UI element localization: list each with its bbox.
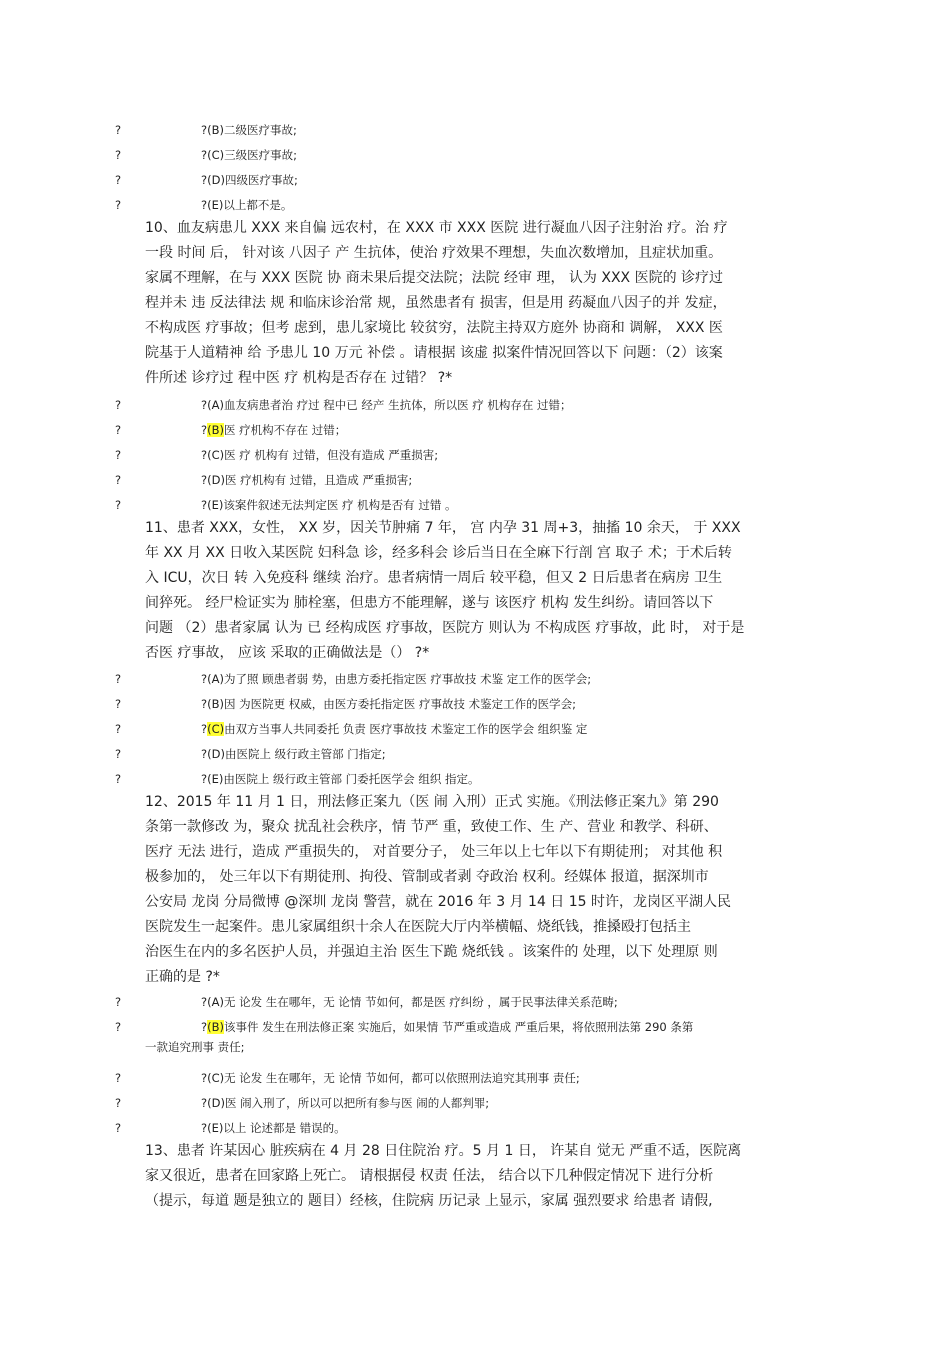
bullet-marker: ? (115, 123, 122, 137)
question-line: 家又很近，患者在回家路上死亡。 请根据侵 权责 任法， 结合以下几种假定情况下 进行分析 (145, 1168, 714, 1184)
option-text: ?(B)医 疗机构不存在 过错； (201, 423, 347, 437)
option-text: ?(E)以上 论述都是 错误的。 (201, 1121, 346, 1135)
option-text: ?(A)为了照 顾患者弱 势，由患方委托指定医 疗事故技 术鉴 定工作的医学会; (201, 672, 592, 686)
option-text: ?(A)血友病患者治 疗过 程中已 经产 生抗体，所以医 疗 机构存在 过错； (201, 398, 572, 412)
option-text: ?(E)由医院上 级行政主管部 门委托医学会 组织 指定。 (201, 772, 480, 786)
option-text: ?(A)无 论发 生在哪年，无 论情 节如何，都是医 疗纠纷 ，属于民事法律关系范畴; (201, 995, 618, 1009)
option-row (0, 1068, 950, 1088)
bullet-marker: ? (115, 1020, 122, 1034)
question-line: 程并未 违 反法律法 规 和临床诊治常 规，虽然患者有 损害，但是用 药凝血八因子的并 发症， (145, 295, 727, 311)
question-line: 13、患者 许某因心 脏疾病在 4 月 28 日住院治 疗。5 月 1 日， 许某自 觉无 严重不适，医院离 (145, 1143, 742, 1159)
question-line: 11、患者 XXX，女性， XX 岁，因关节肿痛 7 年， 宫 内孕 31 周+3，抽搐 10 余天， 于 XXX (145, 520, 741, 536)
option-text: ?(D)由医院上 级行政主管部 门指定; (201, 747, 386, 761)
answer-highlight: (C) (207, 722, 225, 736)
option-text: ?(B)该事件 发生在刑法修正案 实施后，如果情 节严重或造成 严重后果，将依照刑法第 290 条第 (201, 1020, 694, 1034)
option-row (0, 1017, 950, 1057)
question-line: 治医生在内的多名医护人员，并强迫主治 医生下跪 烧纸钱 。该案件的 处理，以下 处理原 则 (145, 944, 718, 960)
question-line: 不构成医 疗事故；但考 虑到，患儿家境比 较贫穷，法院主持双方庭外 协商和 调解， XXX 医 (145, 320, 723, 336)
option-text: ?(B)二级医疗事故; (201, 123, 297, 137)
question-line: 院基于人道精神 给 予患儿 10 万元 补偿 。请根据 该虚 拟案件情况回答以下 问题：（2）该案 (145, 345, 723, 361)
option-row (0, 719, 950, 739)
option-row (0, 445, 950, 465)
bullet-marker: ? (115, 722, 122, 736)
bullet-marker: ? (115, 198, 122, 212)
bullet-marker: ? (115, 398, 122, 412)
option-text: ?(B)因 为医院更 权威，由医方委托指定医 疗事故技 术鉴定工作的医学会; (201, 697, 576, 711)
option-row (0, 769, 950, 789)
question-line: （提示，每道 题是独立的 题目）经核，住院病 历记录 上显示，家属 强烈要求 给患者 请假, (145, 1193, 713, 1209)
question-line: 12、2015 年 11 月 1 日，刑法修正案九（医 闹 入刑）正式 实施。《刑法修正案九》第 290 (145, 794, 719, 810)
bullet-marker: ? (115, 473, 122, 487)
bullet-marker: ? (115, 1121, 122, 1135)
question-line: 正确的是 ?* (145, 969, 220, 985)
answer-highlight: (B) (207, 1020, 224, 1034)
option-text: ?(C)无 论发 生在哪年，无 论情 节如何，都可以依照刑法追究其刑事 责任; (201, 1071, 580, 1085)
option-row (0, 1093, 950, 1113)
question-line: 入 ICU，次日 转 入免疫科 继续 治疗。患者病情一周后 较平稳，但又 2 日后患者在病房 卫生 (145, 570, 723, 586)
bullet-marker: ? (115, 148, 122, 162)
bullet-marker: ? (115, 772, 122, 786)
question-line: 一段 时间 后， 针对该 八因子 产 生抗体，使治 疗效果不理想，失血次数增加，且症状加重。 (145, 245, 723, 261)
option-text: ?(C)三级医疗事故; (201, 148, 297, 162)
bullet-marker: ? (115, 173, 122, 187)
question-line: 否医 疗事故， 应该 采取的正确做法是（） ?* (145, 645, 430, 661)
bullet-marker: ? (115, 423, 122, 437)
bullet-marker: ? (115, 747, 122, 761)
question-12 (145, 790, 807, 990)
option-row (0, 120, 950, 140)
option-text: ?(E)以上都不是。 (201, 198, 293, 212)
option-row (0, 420, 950, 440)
option-text: ?(D)医 闹入刑了，所以可以把所有参与医 闹的人都判罪; (201, 1096, 490, 1110)
option-row (0, 1118, 950, 1138)
option-row (0, 669, 950, 689)
option-row (0, 694, 950, 714)
bullet-marker: ? (115, 1071, 122, 1085)
question-line: 条第一款修改 为，聚众 扰乱社会秩序，情 节严 重，致使工作、生 产、营业 和教学、科研、 (145, 819, 718, 835)
question-line: 公安局 龙岗 分局微博 @深圳 龙岗 警营，就在 2016 年 3 月 14 日 15 时许，龙岗区平湖人民 (145, 894, 732, 910)
bullet-marker: ? (115, 672, 122, 686)
option-row (0, 195, 950, 215)
bullet-marker: ? (115, 448, 122, 462)
question-line: 医疗 无法 进行，造成 严重损失的， 对首要分子， 处三年以上七年以下有期徒刑； 对其他 积 (145, 844, 723, 860)
option-row (0, 744, 950, 764)
option-text: ?(E)该案件叙述无法判定医 疗 机构是否有 过错 。 (201, 498, 457, 512)
question-line: 问题 （2）患者家属 认为 已 经构成医 疗事故，医院方 则认为 不构成医 疗事故，此 时， 对于是 (145, 620, 745, 636)
option-row (0, 145, 950, 165)
option-row (0, 992, 950, 1012)
bullet-marker: ? (115, 1096, 122, 1110)
question-10 (145, 216, 807, 391)
option-text-continuation: 一款追究刑事 责任; (145, 1040, 245, 1054)
option-text: ?(C)医 疗 机构有 过错，但没有造成 严重损害; (201, 448, 439, 462)
bullet-marker: ? (115, 498, 122, 512)
question-line: 间猝死。 经尸检证实为 肺栓塞，但患方不能理解，遂与 该医疗 机构 发生纠纷。请回答以下 (145, 595, 714, 611)
bullet-marker: ? (115, 697, 122, 711)
option-row (0, 395, 950, 415)
bullet-marker: ? (115, 995, 122, 1009)
option-text: ?(D)医 疗机构有 过错，且造成 严重损害; (201, 473, 413, 487)
option-row (0, 170, 950, 190)
option-row (0, 470, 950, 490)
option-row (0, 495, 950, 515)
question-line: 极参加的， 处三年以下有期徒刑、拘役、管制或者剥 夺政治 权利。经媒体 报道，据深圳市 (145, 869, 709, 885)
option-text: ?(D)四级医疗事故; (201, 173, 298, 187)
option-text: ?(C)由双方当事人共同委托 负责 医疗事故技 术鉴定工作的医学会 组织鉴 定 (201, 722, 588, 736)
question-line: 件所述 诊疗过 程中医 疗 机构是否存在 过错？ ?* (145, 370, 453, 386)
question-13 (145, 1139, 807, 1214)
question-line: 家属不理解，在与 XXX 医院 协 商未果后提交法院；法院 经审 理， 认为 XXX 医院的 诊疗过 (145, 270, 724, 286)
question-line: 医院发生一起案件。患儿家属组织十余人在医院大厅内举横幅、烧纸钱，推搡殴打包括主 (145, 919, 691, 935)
question-line: 年 XX 月 XX 日收入某医院 妇科急 诊，经多科会 诊后当日在全麻下行剖 宫 取子 术；于术后转 (145, 545, 732, 561)
question-line: 10、血友病患儿 XXX 来自偏 远农村，在 XXX 市 XXX 医院 进行凝血八因子注射治 疗。治 疗 (145, 220, 728, 236)
question-11 (145, 516, 807, 666)
answer-highlight: (B) (207, 423, 224, 437)
